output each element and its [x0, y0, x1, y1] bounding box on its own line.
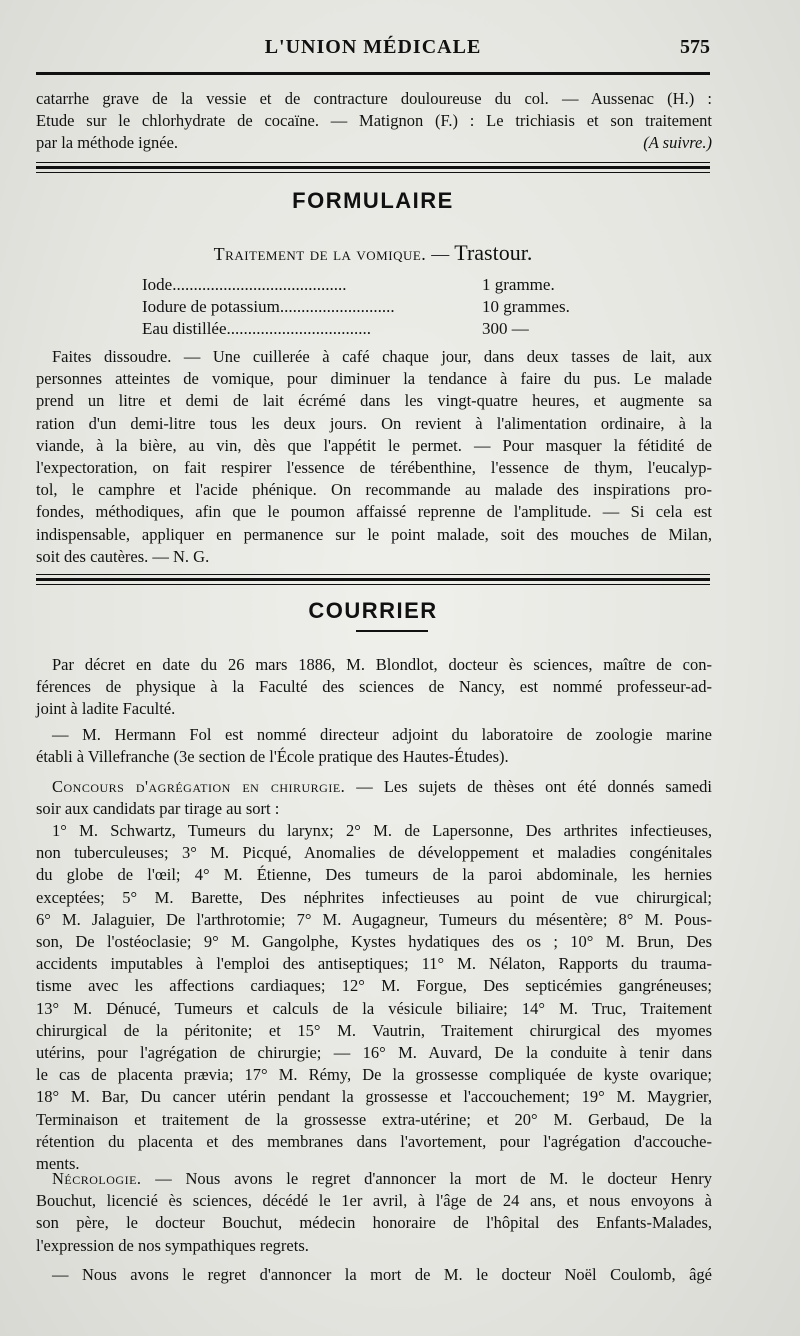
text-line: [36, 132, 712, 154]
recipe-list: [142, 274, 602, 340]
section-rule: [36, 584, 710, 585]
courrier-paragraph-1: [36, 654, 712, 721]
text-line: tisme avec les affections cardiaques; 12° M. Forgue, Des septicémies gangréneuses;: [36, 976, 712, 996]
courrier-paragraph-5: [36, 1168, 712, 1257]
text-line: accidents imputables à l'emploi des antiseptiques; 11° M. Nélaton, Rapports du trauma-: [36, 954, 712, 974]
section-rule: [36, 578, 710, 581]
text-line: Terminaison et traitement de la grossesse extra-utérine; et 20° M. Gerbaud, De la: [36, 1109, 712, 1129]
text-line: Etude sur le chlorhydrate de cocaïne. — Matignon (F.) : Le trichiasis et son traitement: [36, 111, 712, 131]
journal-title: L'UNION MÉDICALE: [264, 36, 482, 58]
formulaire-paragraph: [36, 346, 712, 568]
ingredient-quantity: 1 gramme.: [482, 275, 555, 294]
text-line: soir aux candidats par tirage au sort :: [36, 799, 280, 819]
formulaire-title: FORMULAIRE: [292, 188, 454, 213]
recipe-author: Trastour.: [454, 240, 533, 265]
section-rule: [36, 162, 710, 163]
text-line: Bouchut, licencié ès sciences, décédé le 1er avril, à l'âge de 24 ans, et nous envoyons à: [36, 1191, 712, 1211]
intro-paragraph: [36, 88, 712, 155]
ingredient-name: Iode.........................................: [142, 275, 347, 294]
text-line: fondes, méthodiques, afin que le poumon affaissé reprenne de l'amplitude. — Si cela est: [36, 502, 712, 522]
text-line: — M. Hermann Fol est nommé directeur adjoint du laboratoire de zoologie marine: [52, 725, 712, 744]
text-fragment: — Nous avons le regret d'annoncer la mort de M. le docteur Henry: [141, 1169, 712, 1188]
courrier-title: COURRIER: [308, 598, 438, 623]
text-line: l'expression de nos sympathiques regrets.: [36, 1235, 309, 1255]
text-line: 6° M. Jalaguier, De l'arthrotomie; 7° M. Augagneur, Tumeurs du mésentère; 8° M. Pous-: [36, 909, 712, 929]
text-line: prend un litre et demi de lait écrémé dans les vingt-quatre heures, et augmente sa: [36, 391, 712, 411]
text-line: [36, 776, 712, 798]
text-line: Par décret en date du 26 mars 1886, M. Blondlot, docteur ès sciences, maître de con-: [52, 655, 712, 674]
text-line: 13° M. Dénucé, Tumeurs et calculs de la vésicule biliaire; 14° M. Truc, Traitement: [36, 998, 712, 1018]
text-line: joint à ladite Faculté.: [36, 699, 176, 719]
text-line: 18° M. Bar, Du cancer utérin pendant la grossesse et l'accouchement; 19° M. Maygrier,: [36, 1087, 712, 1107]
text-line: non tuberculeuses; 3° M. Picqué, Anomalies de développement et maladies congénitales: [36, 843, 712, 863]
text-line: rétention du placenta et des membranes dans l'avortement, pour l'agrégation d'accouche-: [36, 1131, 712, 1151]
ingredient-name: Iodure de potassium...........................: [142, 297, 395, 316]
courrier-paragraph-4: [36, 820, 712, 1175]
text-line: viande, à la bière, au vin, dès que l'appétit le permet. — Pour masquer la fétidité de: [36, 435, 712, 455]
text-line: chirurgical de la péritonite; et 15° M. Vautrin, Traitement chirurgical des myomes: [36, 1020, 712, 1040]
text-line: l'expectoration, on fait respirer l'essence de térébenthine, l'essence de thym, l'eucalyp-: [36, 458, 712, 478]
section-rule: [36, 172, 710, 173]
text-line: son, De l'ostéoclasie; 9° M. Gangolphe, Kystes hydatiques des os ; 10° M. Brun, Des: [36, 932, 712, 952]
text-line: soit des cautères. — N. G.: [36, 546, 210, 566]
text-line: catarrhe grave de la vessie et de contracture douloureuse du col. — Aussenac (H.) :: [36, 89, 712, 108]
recipe-heading-title: Traitement de la vomique. —: [213, 244, 450, 264]
text-line: exceptées; 5° M. Barette, Des néphrites infectieuses au point de vue chirurgical;: [36, 887, 712, 907]
recipe-row: [142, 296, 602, 318]
text-line: indispensable, appliquer en permanence sur le point malade, soit des mouches de Milan,: [36, 524, 712, 544]
section-rule: [36, 574, 710, 575]
text-line: son père, le docteur Bouchut, médecin honoraire de l'hôpital des Enfants-Malades,: [36, 1213, 712, 1233]
text-line: — Nous avons le regret d'annoncer la mort de M. le docteur Noël Coulomb, âgé: [52, 1265, 712, 1284]
to-be-continued-note: (A suivre.): [643, 133, 712, 153]
ingredient-quantity: 10 grammes.: [482, 297, 570, 316]
section-rule: [36, 166, 710, 169]
text-line: utérins, pour l'agrégation de chirurgie; — 16° M. Auvard, De la conduite à tenir dans: [36, 1043, 712, 1063]
recipe-row: [142, 274, 602, 296]
text-line: le cas de placenta prævia; 17° M. Rémy, De la grossesse compliquée de kyste ovarique;: [36, 1065, 712, 1085]
page-number: 575: [680, 36, 710, 58]
ingredient-name: Eau distillée..................................: [142, 319, 372, 338]
rubric-label: Concours d'agrégation en chirurgie.: [52, 777, 346, 796]
recipe-heading: [36, 240, 710, 266]
text-fragment: — Les sujets de thèses ont été donnés samedi: [345, 777, 712, 796]
courrier-paragraph-3: [36, 776, 712, 820]
text-line: personnes atteintes de vomique, pour diminuer la tendance à faire du pus. Le malade: [36, 369, 712, 389]
rubric-label: Nécrologie.: [52, 1169, 142, 1188]
courrier-paragraph-2: [36, 724, 712, 768]
header-rule: [36, 72, 710, 75]
text-line: établi à Villefranche (3e section de l'École pratique des Hautes-Études).: [36, 747, 509, 767]
text-line: 1° M. Schwartz, Tumeurs du larynx; 2° M. de Lapersonne, Des arthrites infectieuses,: [52, 821, 712, 840]
running-header: [36, 36, 710, 66]
ingredient-quantity: 300 —: [482, 319, 529, 338]
text-line: férences de physique à la Faculté des sciences de Nancy, est nommé professeur-ad-: [36, 677, 712, 697]
text-line: du globe de l'œil; 4° M. Étienne, Des tumeurs de la paroi abdominale, les hernies: [36, 865, 712, 885]
text-line: tol, le camphre et l'acide phénique. On recommande au malade des inspirations pro-: [36, 480, 712, 500]
text-line: [36, 1168, 712, 1190]
courrier-paragraph-6: [36, 1264, 712, 1286]
text-line: Faites dissoudre. — Une cuillerée à café chaque jour, dans deux tasses de lait, aux: [52, 347, 712, 366]
recipe-row: [142, 318, 602, 340]
title-underline: [356, 630, 428, 632]
text-fragment: par la méthode ignée.: [36, 133, 179, 153]
text-line: ments.: [36, 1154, 80, 1174]
text-line: ration d'un demi-litre tous les deux jours. On revient à l'alimentation ordinaire, à la: [36, 413, 712, 433]
